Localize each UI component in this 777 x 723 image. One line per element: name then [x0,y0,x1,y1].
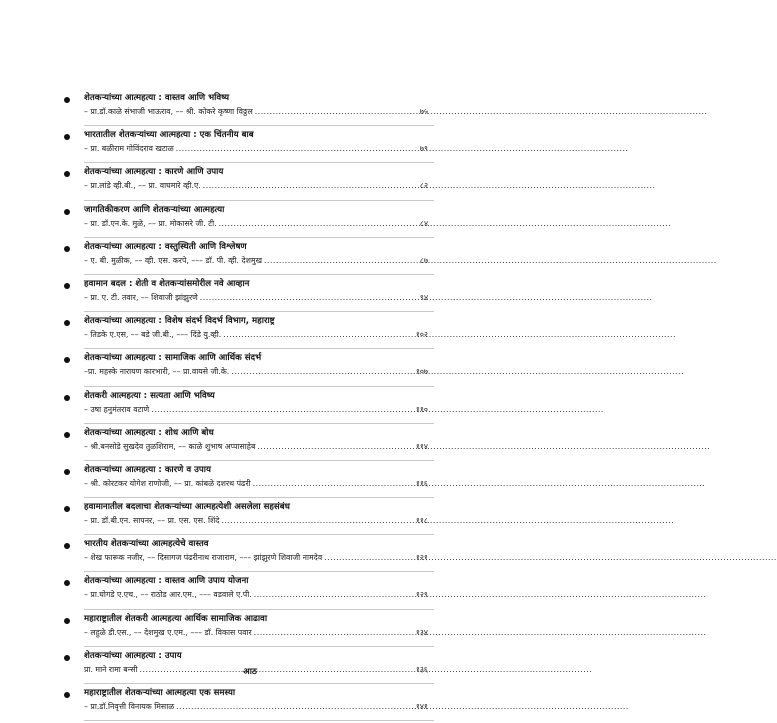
entry-authors-line [84,217,428,231]
entry-authors-line [84,179,428,193]
dot-leader [255,105,404,119]
dot-leader [254,588,404,602]
entry-authors-line [84,254,428,268]
bullet-icon [64,395,70,401]
entry-authors: – शेख फारूक नजीर, –– दिसागज पंढरीनाथ राजाराम, ––– झांझुरणे शिवाजी नामदेव [84,553,323,563]
entry-title: हवामान बदल : शेती व शेतकऱ्यांसमोरील नवे आव्हान [84,278,250,289]
bullet-icon [64,171,70,177]
bullet-icon [64,320,70,326]
dot-leader [231,365,404,379]
divider [84,237,434,238]
page-footer-label: आठ [243,667,257,677]
entry-page-number: १४१ [415,702,428,711]
dot-leader [223,328,404,342]
toc-entry[interactable] [0,500,500,537]
bullet-icon [64,692,70,698]
entry-page-number: ७५ [419,107,428,116]
dot-leader [219,217,404,231]
entry-authors-line [84,328,428,342]
entry-authors-line [84,700,428,714]
bullet-icon [64,246,70,252]
toc-entry[interactable] [0,686,500,723]
dot-leader [176,700,404,714]
dot-leader [264,254,404,268]
entry-authors: – प्रा. डॉ.एन.के. मुळे, –– प्रा. मोकासरे जी. टी. [84,218,217,228]
entry-title: शेतकऱ्यांच्या आत्महत्या : कारणे व उपाय [84,464,211,475]
bullet-icon [64,209,70,215]
toc-entry[interactable] [0,426,500,463]
entry-authors: – प्रा. डॉ.बी.एन. सापनर, –– प्रा. एस. एस. शिंदे [84,516,220,526]
toc-entry[interactable] [0,574,500,611]
entry-page-number: १२१ [415,553,428,563]
bullet-icon [64,618,70,624]
entry-title: महाराष्ट्रातील शेतकरी आत्महत्या आर्थिक सामाजिक आढावा [84,613,268,624]
entry-page-number: ११४ [415,441,428,451]
entry-authors-line [84,365,428,379]
bullet-icon [64,506,70,512]
divider [84,497,434,498]
entry-title: हवामानातील बदलाचा शेतकऱ्यांच्या आत्महत्येशी असलेला सहसंबंध [84,502,290,513]
entry-page-number: ८४ [419,218,428,228]
divider [84,720,434,721]
dot-leader [253,477,404,491]
entry-page-number: १२९ [415,590,428,600]
entry-authors-line [84,514,428,528]
dot-leader [257,440,404,454]
entry-authors: –प्रा. महस्के नारायण कारभारी, –– प्रा.वायसे जी.के. [84,367,230,377]
bullet-icon [64,283,70,289]
dot-leader [203,179,404,193]
bullet-icon [64,97,70,103]
divider [84,646,434,647]
dot-leader [151,403,404,417]
toc-entry[interactable] [0,91,500,128]
entry-title: जागतिकीकरण आणि शेतकऱ्यांच्या आत्महत्या [84,204,225,215]
divider [84,200,434,201]
entry-title: शेतकऱ्यांच्या आत्महत्या : सामाजिक आणि आर्थिक संदर्भ [84,353,262,364]
entry-authors-line [84,626,428,640]
table-of-contents [0,91,500,723]
entry-page-number: ८७ [419,255,428,265]
entry-page-number: ७९ [419,144,428,154]
bullet-icon [64,580,70,586]
divider [84,423,434,424]
entry-page-number: १३६ [415,664,428,674]
entry-page-number: ९४ [419,292,428,302]
toc-entry[interactable] [0,203,500,240]
entry-authors: – लहुळे डी.एस., –– देशमुख ए.एम., ––– डॉ. विकास पवार [84,627,252,637]
entry-authors-line [84,477,428,491]
entry-page-number: १३४ [415,627,428,637]
entry-title: भारतीय शेतकऱ्यांच्या आत्महत्येचे वास्तव [84,539,209,550]
entry-title: शेतकऱ्यांच्या आत्महत्या : वास्तव आणि उपाय योजना [84,576,249,587]
divider [84,386,434,387]
divider [84,534,434,535]
divider [84,311,434,312]
toc-entry[interactable] [0,612,500,649]
entry-title: महाराष्ट्रातील शेतकऱ्यांच्या आत्महत्या एक समस्या [84,688,236,698]
entry-page-number: ८२ [419,181,428,191]
entry-authors: – प्रा.डॉ.काळे संभाजी भाऊराव, –– श्री. कोकरे कृष्णा विठ्ठल [84,107,253,116]
entry-authors: – प्रा.घोगडे ए.एच., –– राठोड आर.एम., ––– वडवाले ए.पी. [84,590,252,600]
toc-entry[interactable] [0,128,500,165]
toc-entry[interactable] [0,537,500,574]
dot-leader [200,291,404,305]
entry-page-number: १०७ [415,367,428,377]
dot-leader [254,626,404,640]
toc-entry[interactable] [0,463,500,500]
dot-leader [324,551,404,565]
entry-title: शेतकऱ्यांच्या आत्महत्या : उपाय [84,650,182,661]
entry-title: शेतकऱ्यांच्या आत्महत्या : शोध आणि बोध [84,427,214,438]
divider [84,348,434,349]
divider [84,274,434,275]
entry-title: शेतकरी आत्महत्या : सत्यता आणि भविष्य [84,390,215,401]
divider [84,571,434,572]
entry-authors-line [84,142,428,156]
toc-entry[interactable] [0,351,500,388]
entry-authors: – प्रा.लांडे व्ही.बी., –– प्रा. वाघमारे व्ही.ए. [84,181,201,191]
entry-title: शेतकऱ्यांच्या आत्महत्या : वास्तव आणि भविष्य [84,93,230,103]
toc-entry[interactable] [0,240,500,277]
entry-page-number: ११० [415,404,428,414]
entry-authors-line [84,403,428,417]
bullet-icon [64,655,70,661]
entry-authors: – ए. बी. मुळीक, –– व्ही. एस. करपे, ––– डॉ. पी. व्ही. देशमुख [84,255,262,265]
divider [84,683,434,684]
entry-authors: – उषा हनुमंतराव वटाणे [84,404,150,414]
entry-authors: – प्रा. बळीराम गोविंदराव खटाळ [84,144,174,154]
entry-page-number: १०२ [415,330,428,340]
entry-authors-line [84,588,428,602]
dot-leader [176,142,404,156]
entry-title: शेतकऱ्यांच्या आत्महत्या : कारणे आणि उपाय [84,167,224,178]
toc-entry[interactable] [0,314,500,351]
entry-authors: – श्री. कोरटकर योगेश राणोजी, –– प्रा. कांबळे दशरथ पंढरी [84,478,251,488]
entry-authors-line [84,105,428,119]
divider [84,609,434,610]
divider [84,162,434,163]
dot-leader [221,514,404,528]
entry-title: भारतातील शेतकऱ्यांच्या आत्महत्या : एक चिंतनीय बाब [84,130,254,141]
entry-authors: प्रा. माने रामा बन्सी [84,664,138,674]
entry-authors: – श्री.बनसोडे सुखदेव तुळशिराम, –– काळे शुभाष अप्पासाहेब [84,441,256,451]
bullet-icon [64,134,70,140]
entry-authors-line [84,291,428,305]
entry-page-number: ११६ [415,478,428,488]
toc-entry[interactable] [0,389,500,426]
entry-authors-line [84,551,428,565]
divider [84,460,434,461]
toc-entry[interactable] [0,277,500,314]
entry-authors-line [84,440,428,454]
divider [84,125,434,126]
entry-title: शेतकऱ्यांच्या आत्महत्या : वस्तुस्थिती आणि विश्लेषण [84,241,247,252]
toc-entry[interactable] [0,165,500,202]
entry-page-number: ११८ [415,516,428,526]
entry-authors: – तिडके ए.एस, –– बडे जी.बी., ––– दिंडे यु.व्ही. [84,330,222,340]
bullet-icon [64,543,70,549]
bullet-icon [64,432,70,438]
entry-title: शेतकऱ्यांच्या आत्महत्या : विशेष संदर्भ विदर्भ विभाग, महाराष्ट्र [84,316,275,327]
entry-authors: – प्रा.डॉ.निवृत्ती विनायक मिसाळ [84,702,175,711]
bullet-icon [64,357,70,363]
entry-authors: – प्रा. ए. टी. तवार, –– शिवाजी झांझुरणे [84,292,198,302]
bullet-icon [64,469,70,475]
